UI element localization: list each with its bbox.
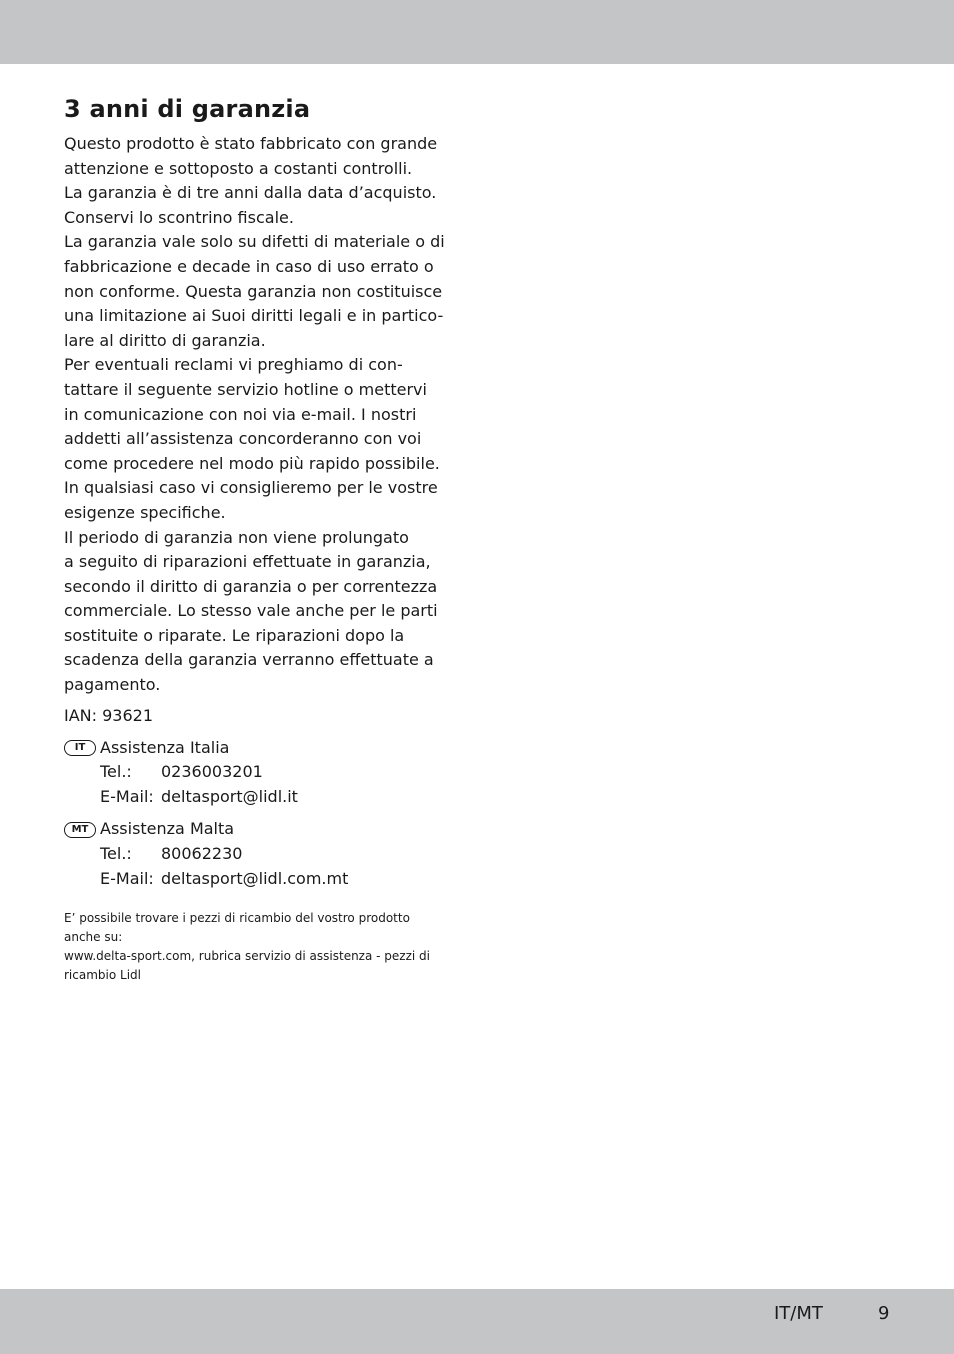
contact-italy [64, 736, 464, 810]
text-line: Questo prodotto è stato fabbricato con grande [64, 134, 438, 153]
tel-row [64, 760, 464, 785]
spare-parts-note [64, 909, 444, 985]
text-line: Il periodo di garanzia non viene prolungato [64, 527, 409, 547]
email-value: deltasport@lidl.it [161, 786, 298, 806]
content-column [64, 92, 464, 985]
tel-value: 0236003201 [161, 762, 263, 782]
note-line: www.delta-sport.com, rubrica servizio di assistenza - pezzi di [64, 949, 430, 964]
text-line: a seguito di riparazioni effettuate in garanzia, [64, 552, 431, 572]
note-line: anche su: [64, 930, 123, 945]
text-line: lare al diritto di garanzia. [64, 330, 266, 350]
page-title: 3 anni di garanzia [64, 95, 311, 123]
text-line: attenzione e sottoposto a costanti controlli. [64, 158, 413, 178]
text-line: esigenze specifiche. [64, 502, 226, 522]
text-line: una limitazione ai Suoi diritti legali e in partico- [64, 306, 444, 326]
text-line: non conforme. Questa garanzia non costituisce [64, 281, 443, 301]
text-line: La garanzia vale solo su difetti di materiale o di [64, 232, 445, 252]
country-badge-it: IT [64, 740, 96, 756]
tel-value: 80062230 [161, 844, 243, 864]
email-label: E-Mail: [100, 868, 154, 888]
warranty-text [64, 132, 464, 698]
note-line: E’ possibile trovare i pezzi di ricambio del vostro prodotto [64, 911, 410, 926]
text-line: in comunicazione con noi via e-mail. I nostri [64, 404, 417, 424]
text-line: addetti all’assistenza concorderanno con voi [64, 429, 422, 449]
contact-malta [64, 817, 464, 891]
contact-heading [64, 736, 464, 761]
text-line: sostituite o riparate. Le riparazioni dopo la [64, 625, 405, 645]
contact-heading [64, 817, 464, 842]
text-line: scadenza della garanzia verranno effettuate a [64, 650, 434, 670]
ian-number: IAN: 93621 [64, 705, 154, 725]
header-band [0, 0, 954, 64]
email-value: deltasport@lidl.com.mt [161, 868, 349, 888]
contact-name: Assistenza Italia [100, 737, 230, 757]
contact-name: Assistenza Malta [100, 819, 235, 839]
footer-language: IT/MT [774, 1303, 823, 1324]
email-row [64, 867, 464, 892]
text-line: Per eventuali reclami vi preghiamo di con- [64, 355, 403, 375]
note-line: ricambio Lidl [64, 968, 141, 983]
country-badge-mt: MT [64, 822, 96, 838]
page-number: 9 [878, 1303, 890, 1324]
text-line: commerciale. Lo stesso vale anche per le parti [64, 601, 438, 621]
text-line: secondo il diritto di garanzia o per correntezza [64, 576, 438, 596]
text-line: In qualsiasi caso vi consiglieremo per le vostre [64, 478, 438, 498]
email-label: E-Mail: [100, 786, 154, 806]
text-line: tattare il seguente servizio hotline o mettervi [64, 379, 427, 399]
text-line: come procedere nel modo più rapido possibile. [64, 453, 440, 473]
text-line: La garanzia è di tre anni dalla data d’acquisto. [64, 183, 437, 203]
tel-label: Tel.: [100, 762, 132, 782]
text-line: Conservi lo scontrino fiscale. [64, 207, 294, 227]
text-line: fabbricazione e decade in caso di uso errato o [64, 256, 434, 276]
tel-label: Tel.: [100, 844, 132, 864]
text-line: pagamento. [64, 675, 161, 695]
tel-row [64, 842, 464, 867]
email-row [64, 785, 464, 810]
